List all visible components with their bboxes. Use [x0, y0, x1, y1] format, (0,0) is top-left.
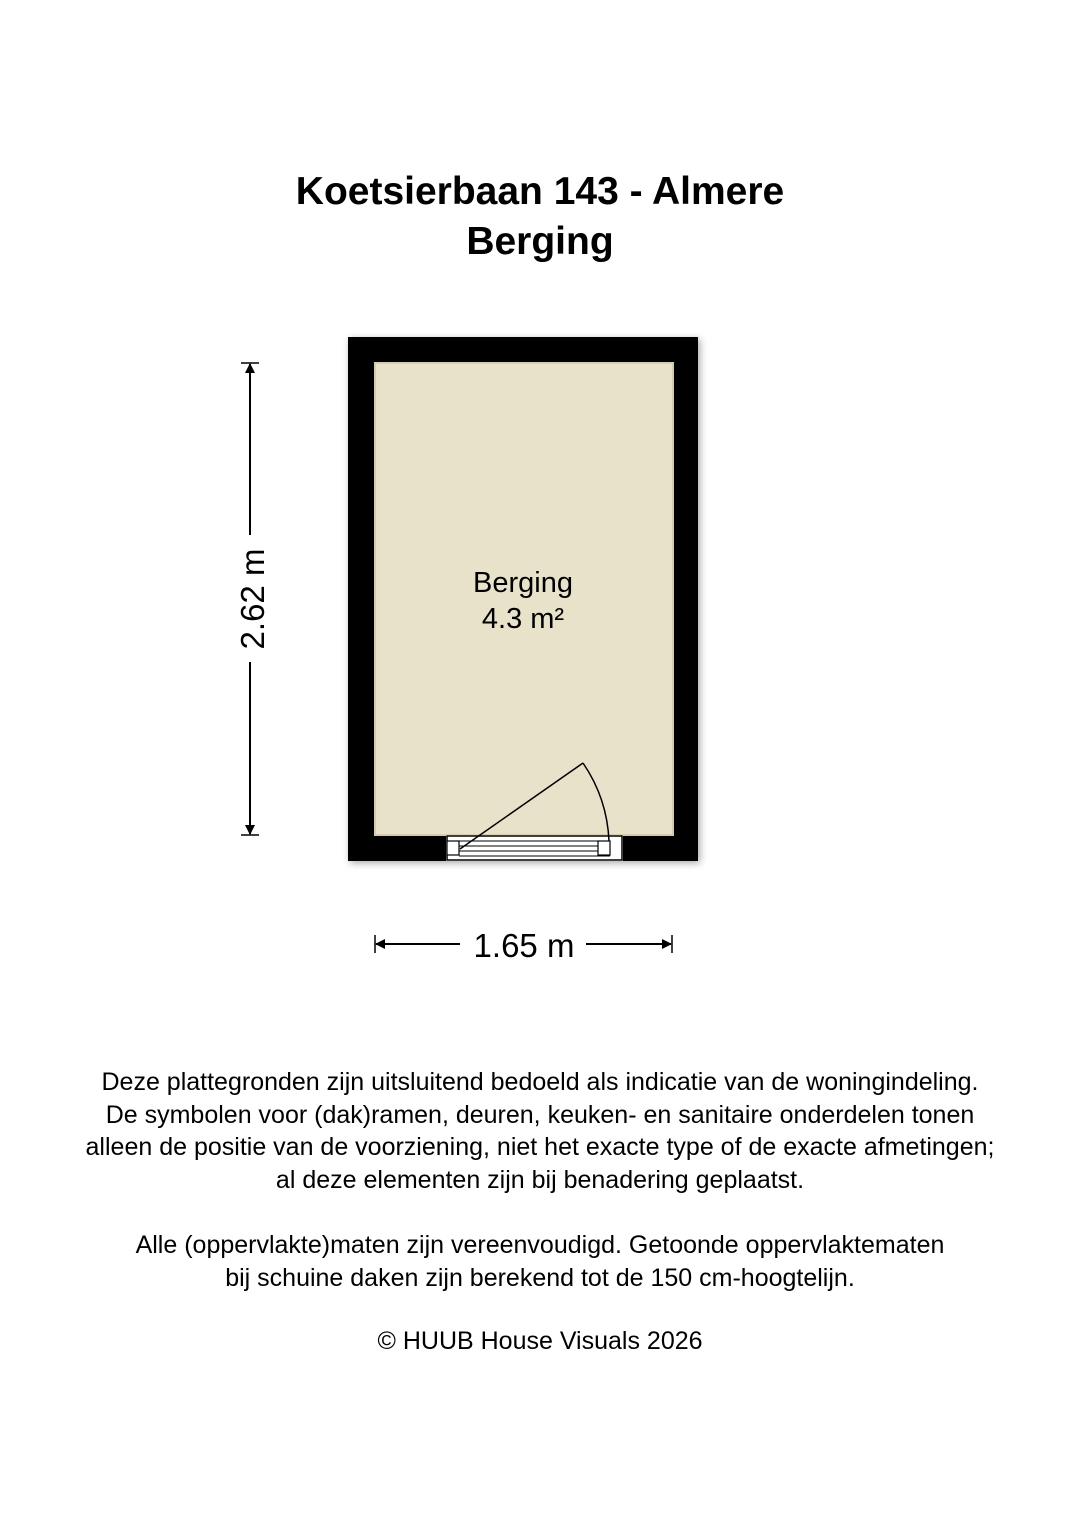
- room-name: Berging: [473, 567, 573, 599]
- width-label: 1.65 m: [473, 927, 575, 964]
- room-area: 4.3 m²: [481, 603, 565, 635]
- disclaimer-paragraph-1: [0, 1066, 1080, 1196]
- disclaimer-line: alleen de positie van de voorziening, niet het exacte type of de exacte afmetingen;: [85, 1133, 995, 1161]
- height-dimension: [234, 363, 271, 835]
- disclaimer-paragraph-2: [0, 1229, 1080, 1294]
- disclaimer-line: Alle (oppervlakte)maten zijn vereenvoudigd. Getoonde oppervlaktematen: [135, 1231, 945, 1259]
- width-dimension: [375, 927, 672, 964]
- plan-subtitle: Berging: [466, 220, 614, 263]
- disclaimer-line: bij schuine daken zijn berekend tot de 150 cm-hoogtelijn.: [225, 1263, 855, 1292]
- disclaimer-line: Deze plattegronden zijn uitsluitend bedoeld als indicatie van de woningindeling.: [101, 1068, 979, 1096]
- height-label: 2.62 m: [234, 548, 271, 650]
- door-opening: [446, 835, 623, 861]
- plan-title: Koetsierbaan 143 - Almere: [295, 170, 785, 213]
- room-floor: [375, 363, 673, 835]
- disclaimer-line: al deze elementen zijn bij benadering geplaatst.: [275, 1165, 805, 1194]
- disclaimer-line: De symbolen voor (dak)ramen, deuren, keuken- en sanitaire onderdelen tonen: [105, 1100, 975, 1129]
- copyright-notice: © HUUB House Visuals 2026: [377, 1327, 703, 1355]
